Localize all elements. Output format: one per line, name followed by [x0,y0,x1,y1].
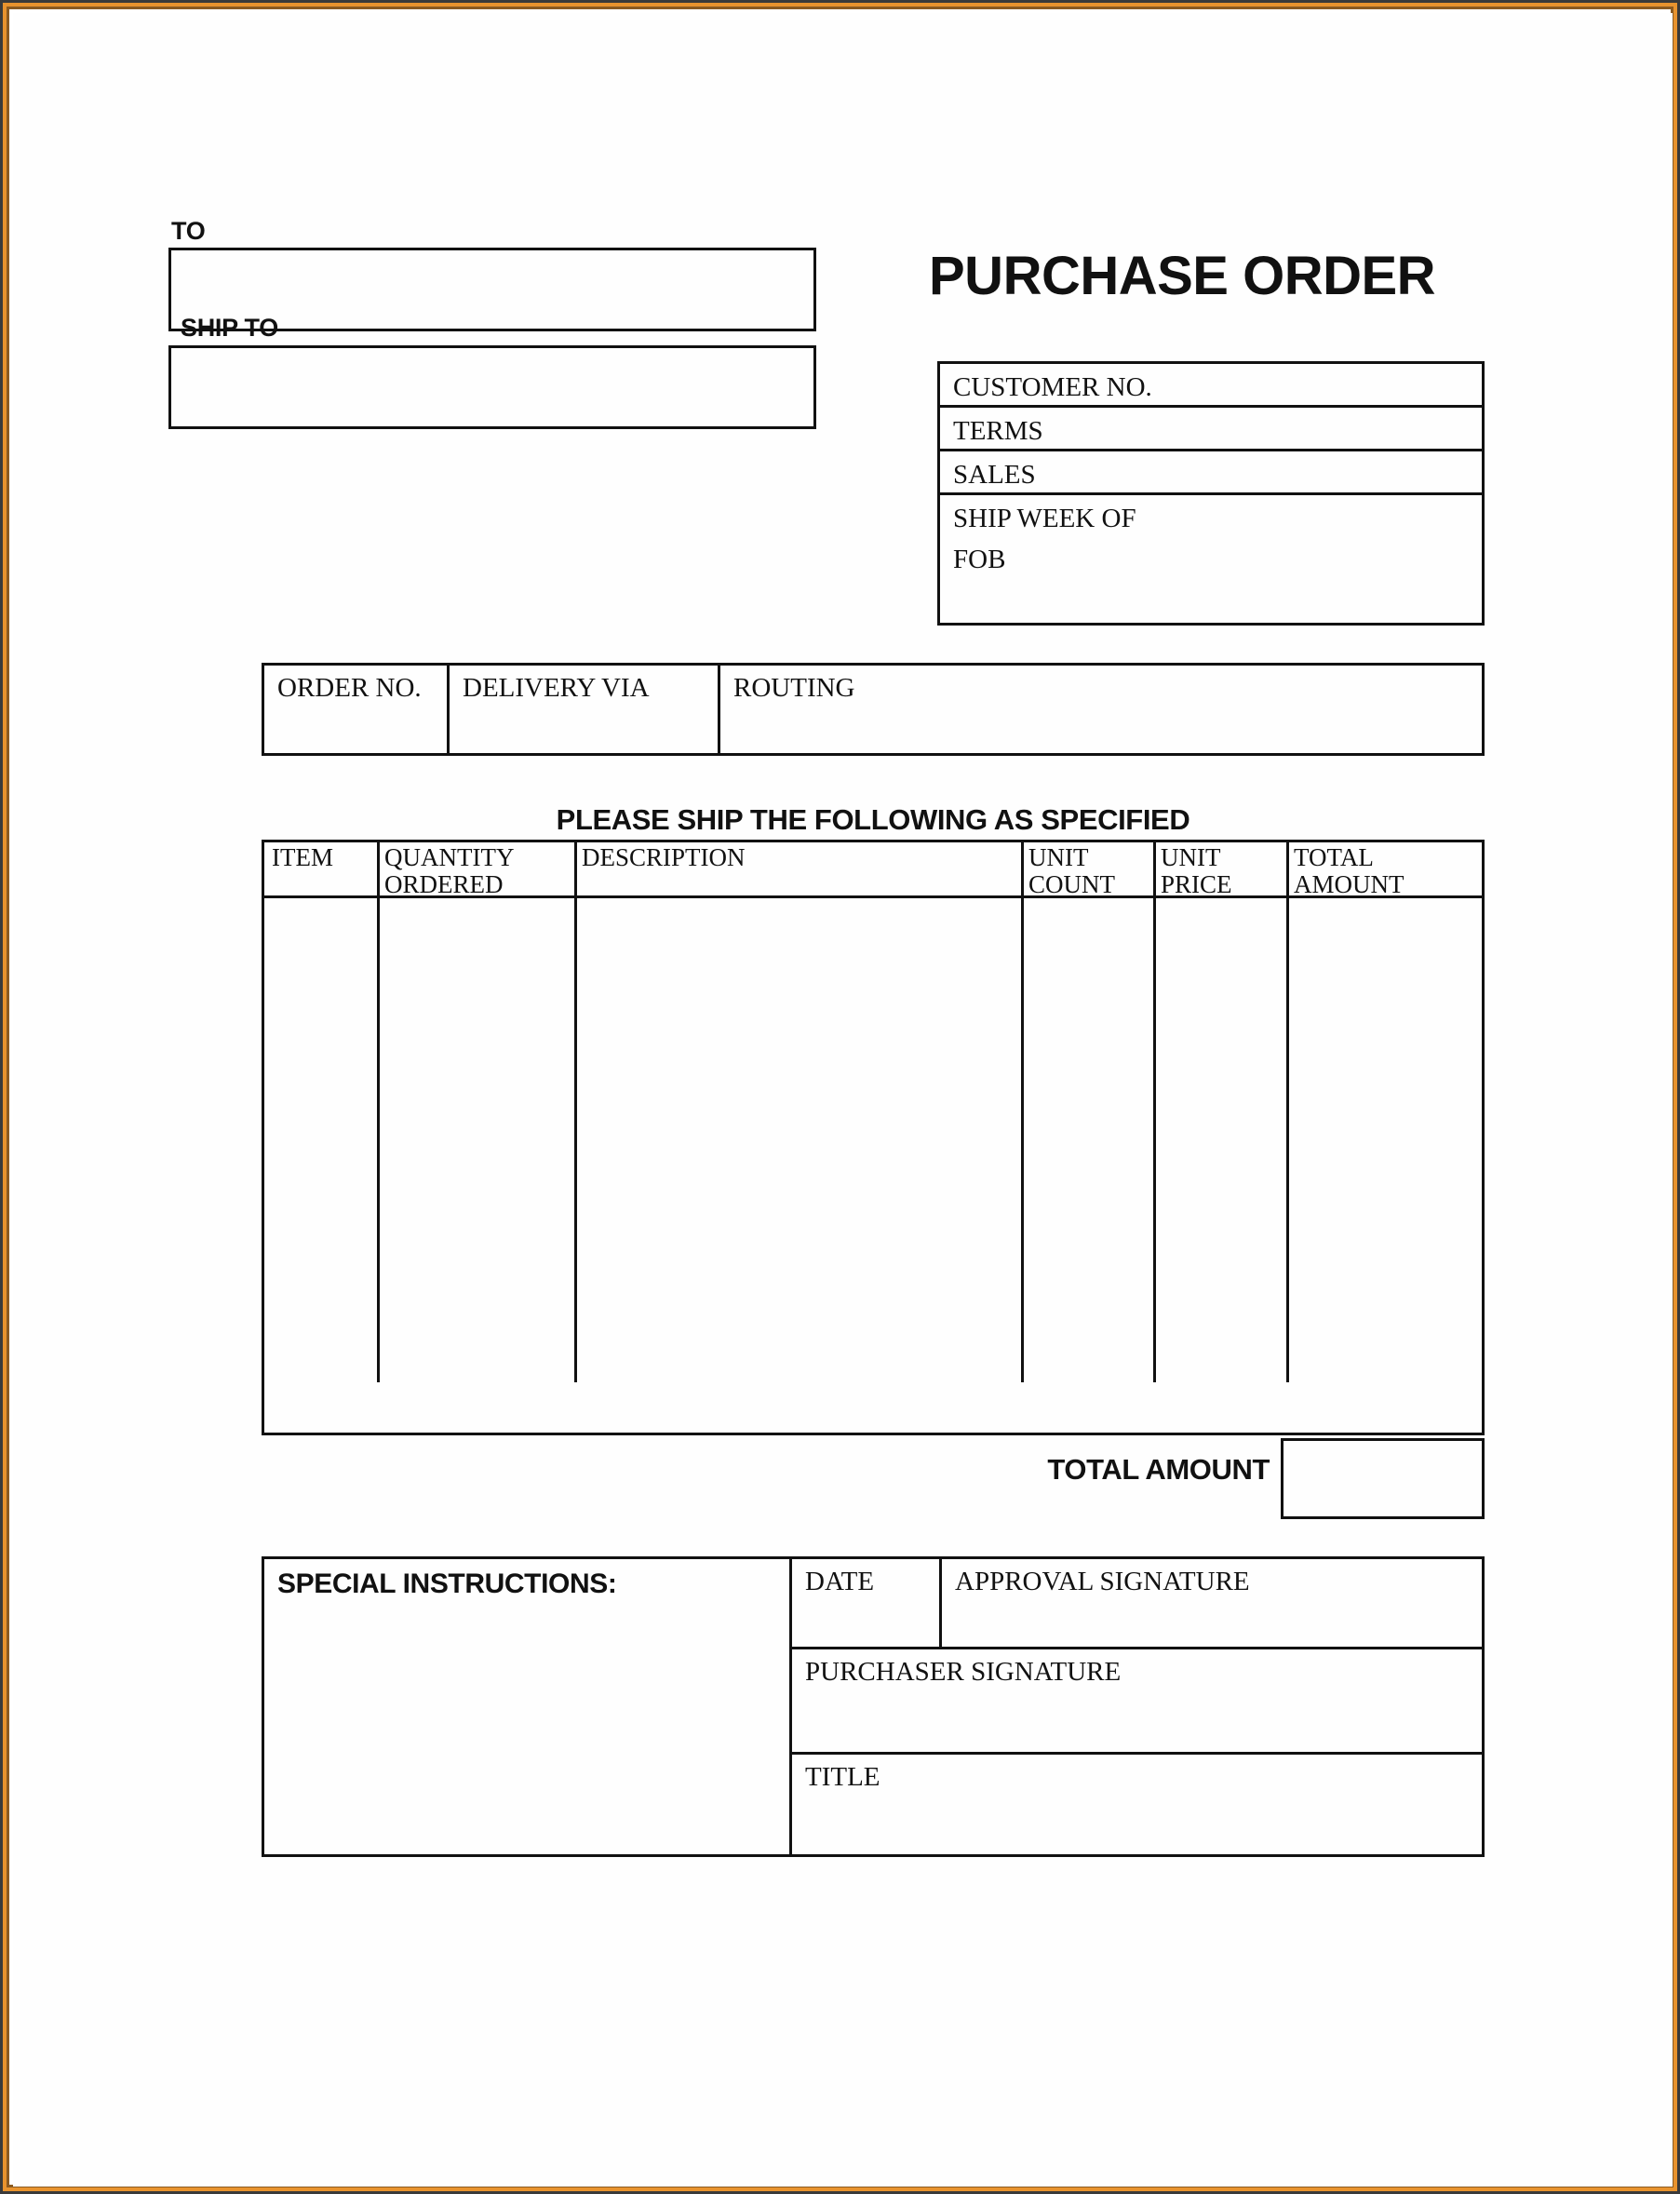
order-cell-order-no[interactable] [264,666,450,753]
date-label: DATE [805,1567,875,1596]
total-amount-label: TOTAL AMOUNT [1047,1453,1270,1486]
order-info-panel [937,361,1485,626]
info-row-ship-week-fob[interactable] [940,495,1482,623]
title-label: TITLE [805,1762,880,1792]
form-sheet [13,13,1673,2187]
purchaser-signature-cell[interactable] [792,1649,1482,1752]
items-table [262,840,1485,1435]
page-title: PURCHASE ORDER [929,246,1436,306]
info-row-terms[interactable] [940,408,1482,451]
special-instructions-label: SPECIAL INSTRUCTIONS: [277,1568,617,1599]
column-header-unit-price-line1: UNIT [1161,843,1221,871]
order-label-routing: ROUTING [733,673,855,703]
order-cell-routing[interactable] [720,666,1482,753]
info-label-ship-week-of: SHIP WEEK OF [953,504,1136,533]
footer-section [262,1556,1485,1857]
column-header-total-line1: TOTAL [1294,843,1374,871]
info-label-fob: FOB [953,545,1006,574]
ship-to-input-box[interactable] [168,345,816,429]
signature-row-title[interactable] [792,1755,1482,1860]
info-row-customer-no[interactable] [940,364,1482,408]
column-header-unit-count-line2: COUNT [1028,870,1115,898]
column-header-unit-price [1153,842,1286,898]
info-label-sales: SALES [953,460,1036,490]
please-ship-headline: PLEASE SHIP THE FOLLOWING AS SPECIFIED [556,803,1190,836]
ship-to-label: SHIP TO [181,314,278,342]
column-header-quantity-line2: ORDERED [384,870,504,898]
column-header-quantity-ordered [377,842,574,898]
date-cell[interactable] [792,1559,942,1647]
column-header-total-amount [1286,842,1482,898]
signature-column [792,1559,1482,1854]
approval-signature-cell[interactable] [942,1559,1482,1647]
order-details-row [262,663,1485,756]
signature-row-date-approval [792,1559,1482,1649]
order-cell-delivery-via[interactable] [450,666,720,753]
column-header-unit-count-line1: UNIT [1028,843,1089,871]
column-header-description-line1: DESCRIPTION [582,843,746,871]
column-header-quantity-line1: QUANTITY [384,843,515,871]
info-row-sales[interactable] [940,451,1482,495]
column-header-total-line2: AMOUNT [1294,870,1404,898]
items-table-body[interactable] [264,898,1482,1433]
items-table-header [264,842,1482,898]
order-label-delivery-via: DELIVERY VIA [463,673,650,703]
approval-signature-label: APPROVAL SIGNATURE [955,1567,1250,1596]
column-header-unit-price-line2: PRICE [1161,870,1232,898]
title-cell[interactable] [792,1755,1482,1860]
column-header-item [264,842,377,898]
signature-row-purchaser[interactable] [792,1649,1482,1755]
info-label-terms: TERMS [953,416,1043,446]
special-instructions-cell[interactable] [264,1559,792,1854]
purchaser-signature-label: PURCHASER SIGNATURE [805,1657,1122,1687]
info-label-customer-no: CUSTOMER NO. [953,372,1152,402]
to-label: TO [171,217,206,245]
column-header-description [574,842,1021,898]
column-header-unit-count [1021,842,1153,898]
order-label-order-no: ORDER NO. [277,673,422,703]
column-header-item-line1: ITEM [272,843,333,871]
total-amount-value-box[interactable] [1281,1438,1485,1519]
